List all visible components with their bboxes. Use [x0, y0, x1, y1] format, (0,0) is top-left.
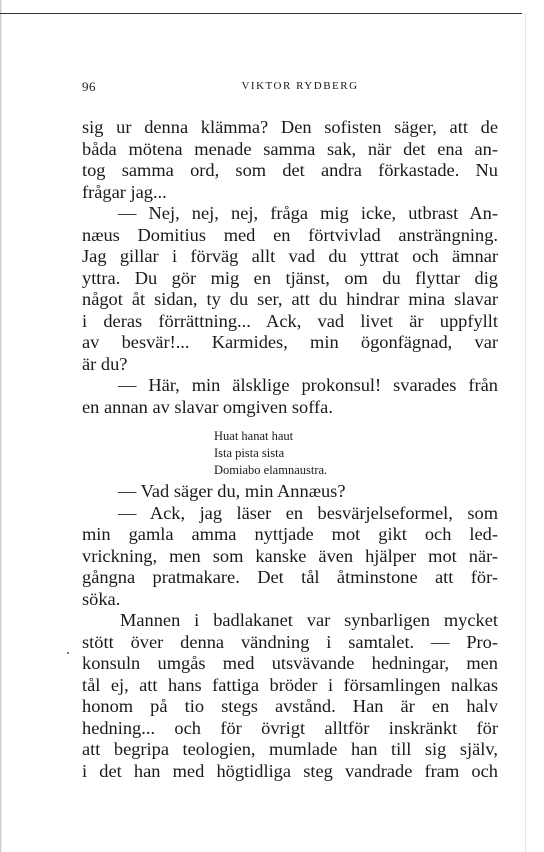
text-line: yttra. Du gör mig en tjänst, om du flyttar dig	[82, 267, 498, 288]
verse-line: Huat hanat haut	[214, 429, 294, 443]
text-line: frågar jag...	[82, 181, 167, 202]
text-line: i deras förrättning... Ack, vad livet är uppfyllt	[82, 310, 498, 331]
text-line: tog samma ord, som det andra förkastade. Nu	[82, 160, 498, 180]
text-line: sig ur denna klämma? Den sofisten säger, att de	[82, 117, 498, 137]
text-line: söka.	[82, 588, 121, 609]
text-line: konsuln umgås med utsvävande hedningar, men	[82, 653, 498, 673]
text-line: båda mötena menade samma sak, när det ena an-	[82, 138, 498, 159]
text-block-bottom	[82, 481, 498, 782]
text-line: i det han med högtidliga steg vandrade fram och	[82, 760, 498, 781]
text-line: något åt sidan, ty du ser, att du hindrar mina slavar	[82, 289, 498, 309]
text-line: att begripa teologien, mumlade han till sig själv,	[82, 739, 498, 759]
verse-line: Ista pista sista	[214, 446, 285, 460]
text-line: av besvär!... Karmides, min ögonfägnad, var	[82, 332, 498, 352]
text-line: stött över denna vändning i samtalet. — Pro-	[82, 631, 498, 652]
text-line: tål ej, att hans fattiga bröder i församlingen nalkas	[82, 674, 498, 695]
ink-speck	[67, 652, 69, 654]
verse-line: Domiabo elamnaustra.	[214, 463, 328, 477]
text-line: är du?	[82, 353, 128, 374]
page-number: 96	[82, 79, 96, 94]
text-line: en annan av slavar omgiven soffa.	[82, 396, 333, 417]
page-left-edge-shadow	[0, 0, 2, 852]
top-rule	[0, 13, 522, 14]
text-line: honom på tio stegs avstånd. Han är en halv	[82, 696, 498, 716]
text-line: Mannen i badlakanet var synbarligen mycket	[120, 610, 498, 630]
text-block-top	[82, 117, 498, 418]
running-head: VIKTOR RYDBERG	[241, 80, 359, 92]
page-right-edge	[525, 14, 526, 852]
text-line: — Här, min älsklige prokonsul! svarades från	[118, 375, 498, 395]
text-line: hedning... och för övrigt alltför inskränkt för	[82, 717, 498, 738]
text-line: vrickning, men som kanske även hjälper mot när-	[82, 545, 498, 566]
text-line: næus Domitius med en förtvivlad ansträngning.	[82, 224, 498, 245]
text-line: gångna pratmakare. Det tål åtminstone att för-	[82, 567, 498, 587]
text-line: — Vad säger du, min Annæus?	[118, 481, 346, 501]
incantation-verse	[214, 428, 327, 479]
text-line: — Nej, nej, nej, fråga mig icke, utbrast An-	[118, 203, 498, 223]
text-line: Jag gillar i förväg allt vad du yttrat och ämnar	[82, 246, 498, 266]
text-line: — Ack, jag läser en besvärjelseformel, som	[118, 502, 498, 523]
text-line: min gamla amma nyttjade mot gikt och led-	[82, 524, 498, 544]
